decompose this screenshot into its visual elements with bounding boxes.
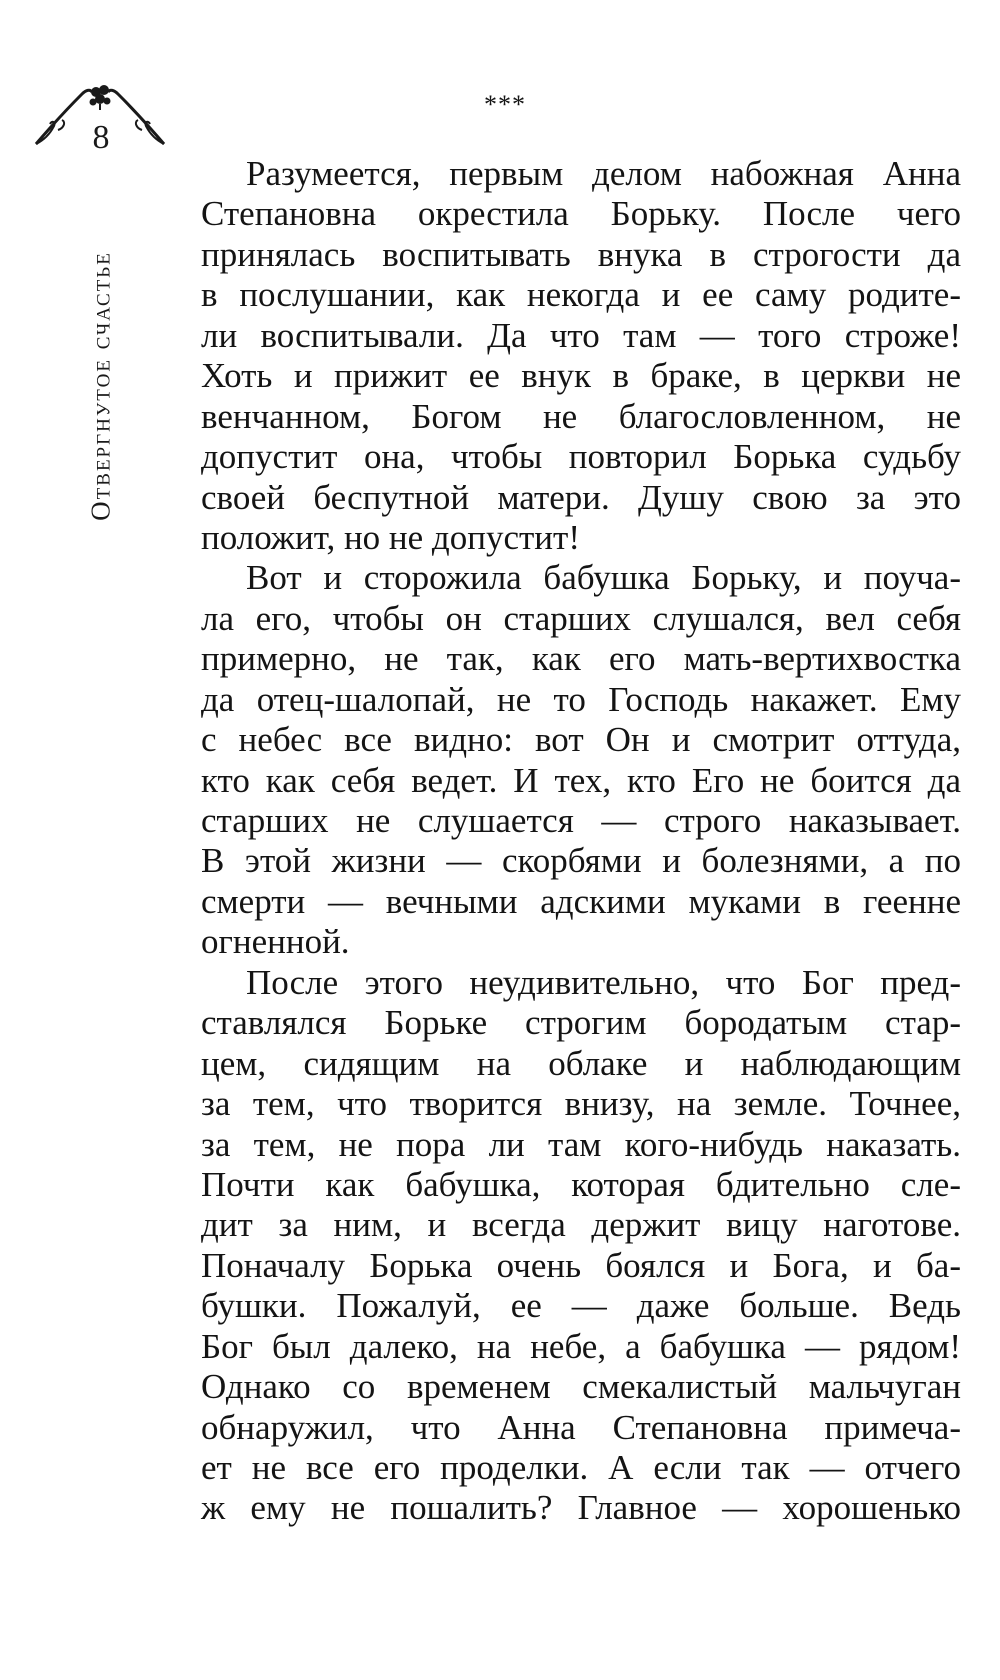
text-line: да отец-шалопай, не то Господь накажет. Ему [201,679,961,719]
text-line: Бог был далеко, на небе, а бабушка — рядом! [201,1326,961,1366]
text-line: принялась воспитывать внука в строгости да [201,234,961,274]
text-line: Степановна окрестила Борьку. После чего [201,194,961,234]
text-line: Вот и сторожила бабушка Борьку, и поуча- [246,558,961,598]
text-line: ставлялся Борьке строгим бородатым стар- [201,1003,961,1043]
text-line: за тем, что творится внизу, на земле. Точнее, [201,1084,961,1124]
running-title: Отвергнутое счастье [85,251,116,521]
text-line: старших не слушается — строго наказывает. [201,801,961,840]
text-line: с небес все видно: вот Он и смотрит оттуда, [201,720,961,760]
text-line: Однако со временем смекалистый мальчуган [201,1367,961,1407]
text-line: огненной. [201,922,350,962]
page-number: 8 [92,119,110,156]
text-line: ла его, чтобы он старших слушался, вел себя [201,598,961,638]
section-break: *** [484,90,526,119]
text-line: обнаружил, что Анна Степановна примеча- [201,1407,961,1447]
text-line: ет не все его проделки. А если так — отчего [201,1448,961,1487]
text-line: за тем, не пора ли там кого-нибудь наказать. [201,1124,961,1164]
text-line: смерти — вечными адскими муками в геенне [201,881,961,921]
text-line: цем, сидящим на облаке и наблюдающим [201,1043,961,1083]
text-line: Поначалу Борька очень боялся и Бога, и ба- [201,1245,961,1285]
text-line: в послушании, как некогда и ее саму родите- [201,275,961,315]
text-line: примерно, не так, как его мать-вертихвостка [201,639,961,679]
text-line: Разумеется, первым делом набожная Анна [246,154,961,193]
text-line: Хоть и прижит ее внук в браке, в церкви не [201,356,961,396]
text-line: своей беспутной матери. Душу свою за это [201,477,961,517]
text-line: дит за ним, и всегда держит вицу наготове. [201,1205,961,1245]
text-line: кто как себя ведет. И тех, кто Его не боится да [201,760,961,800]
text-line: бушки. Пожалуй, ее — даже больше. Ведь [201,1286,961,1326]
text-line: В этой жизни — скорбями и болезнями, а по [201,841,961,881]
text-line: положит, но не допустит! [201,517,580,557]
body-text [201,154,961,1529]
text-line: Почти как бабушка, которая бдительно сле- [201,1164,961,1204]
text-line: После этого неудивительно, что Бог пред- [246,962,961,1002]
text-line: ли воспитывали. Да что там — того строже! [201,315,961,355]
text-line: венчанном, Богом не благословленном, не [201,396,961,436]
text-line: допустит она, чтобы повторил Борька судьбу [201,437,961,477]
text-line: ж ему не пошалить? Главное — хорошенько [201,1488,961,1528]
